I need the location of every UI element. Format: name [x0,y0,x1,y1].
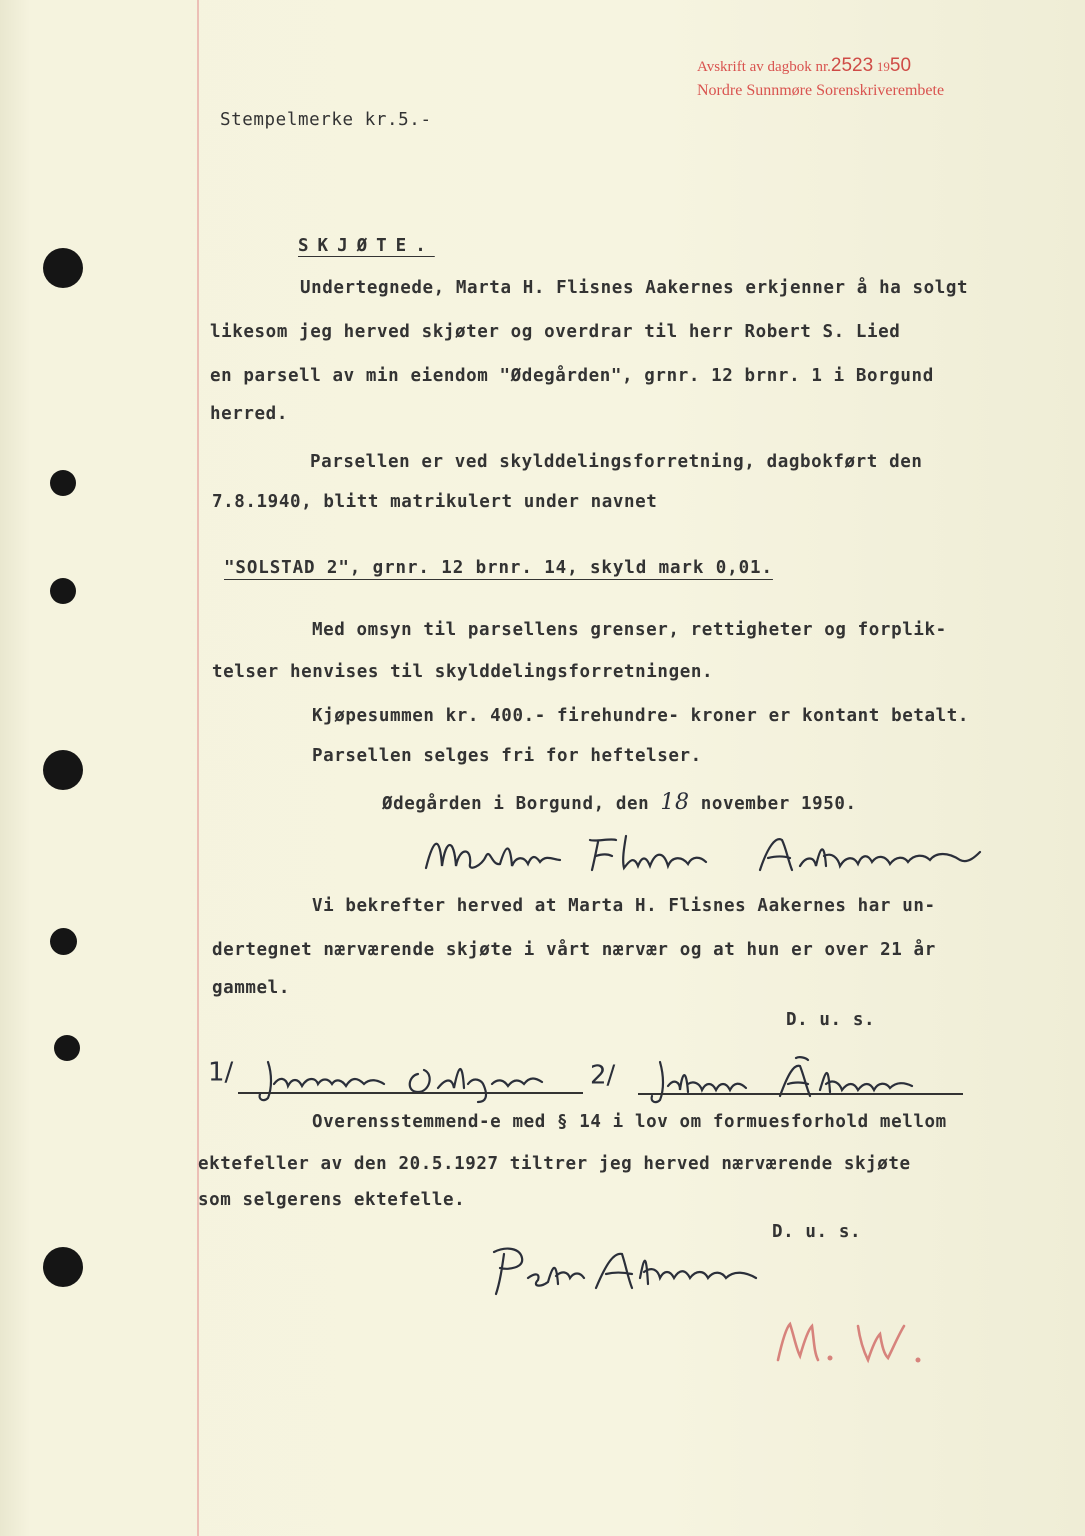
registry-stamp-line2: Nordre Sunnmøre Sorenskriverembete [697,82,945,99]
para5-text: Parsellen selges fri for heftelser. [312,746,702,766]
punch-hole [43,1247,83,1287]
seller-signature [420,826,985,890]
registrar-initials-mark [772,1312,932,1382]
para1-line3: en parsell av min eiendom "Ødegården", grnr. 12 brnr. 1 i Borgund [210,366,934,386]
place-date-suffix: november 1950. [700,794,857,814]
para2-line1: Parsellen er ved skylddelingsforretning, dagbokført den [310,452,923,472]
witness1-prefix: 1/ [208,1057,234,1088]
para1-line2: likesom jeg herved skjøter og overdrar til herr Robert S. Lied [210,322,901,342]
stamp-prefix: Avskrift av dagbok nr. [697,59,831,75]
witness-text-line3: gammel. [212,978,290,998]
dus-closing-1: D. u. s. [786,1010,876,1030]
punch-hole [43,750,83,790]
stamp-year-suffix: 50 [889,55,912,76]
place-date-line [382,790,857,815]
witness-text-line2: dertegnet nærværende skjøte i vårt nærvær og at hun er over 21 år [212,940,936,960]
witness1-signature-line [238,1092,583,1094]
punch-hole [50,928,77,955]
stamp-number: 2523 [830,55,874,76]
para4-text: Kjøpesummen kr. 400.- firehundre- kroner er kontant betalt. [312,706,970,726]
witness1-signature [208,1048,568,1104]
property-line: "SOLSTAD 2", grnr. 12 brnr. 14, skyld mark 0,01. [224,558,773,578]
consent-text-line1: Overensstemmend-e med § 14 i lov om formuesforhold mellom [312,1112,947,1132]
punch-hole [54,1035,80,1061]
witness-text-line1: Vi bekrefter herved at Marta H. Flisnes Aakernes har un- [312,896,936,916]
para1-line4: herred. [210,404,288,424]
witness2-prefix: 2/ [590,1060,616,1091]
punch-hole [50,578,76,604]
dus-closing-2: D. u. s. [772,1222,862,1242]
stamp-duty-text: Stempelmerke kr.5.- [220,110,432,130]
place-date-prefix: Ødegården i Borgund, den [382,794,650,814]
spouse-signature [486,1238,776,1302]
margin-line [197,0,199,1536]
stamp-year-prefix: 19 [876,59,890,74]
para2-line2: 7.8.1940, blitt matrikulert under navnet [212,492,658,512]
consent-text-line2: ektefeller av den 20.5.1927 tiltrer jeg herved nærværende skjøte [198,1154,911,1174]
para3-line2: telser henvises til skylddelingsforretningen. [212,662,714,682]
consent-text-line3: som selgerens ektefelle. [198,1190,466,1210]
place-date-day: 18 [660,790,690,815]
para3-line1: Med omsyn til parsellens grenser, rettigheter og forplik- [312,620,947,640]
registry-stamp-line1 [697,55,911,77]
punch-hole [50,470,76,496]
witness2-signature [590,1052,940,1106]
document-heading: SKJØTE. [298,236,435,256]
punch-hole [43,248,83,288]
para1-line1: Undertegnede, Marta H. Flisnes Aakernes erkjenner å ha solgt [300,278,969,298]
witness2-signature-line [638,1093,963,1095]
